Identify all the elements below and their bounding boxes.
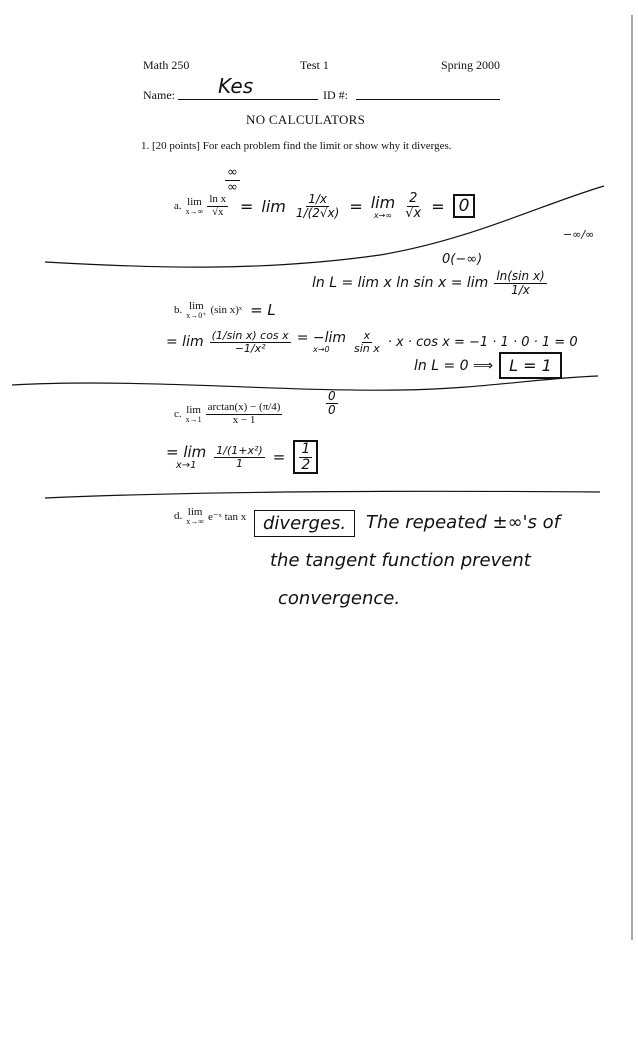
c-problem-expression: c. lim x→1 $\frac{\arctan(x) - (\pi/4)}{x - 1}$ — [174, 401, 281, 426]
separator-line-3 — [45, 491, 600, 498]
c-answer-box: $\frac{1}{2}$ — [293, 440, 318, 474]
problem-intro: 1. [20 points] For each problem find the limit or show why it diverges. — [141, 140, 452, 152]
test-label: Test 1 — [300, 58, 329, 72]
d-explanation-line-3: convergence. — [278, 588, 401, 609]
c-form-label: $\frac{0}{0}$ — [328, 389, 336, 417]
name-value: Kes — [218, 74, 254, 98]
b-conclusion: ln L = 0 ⟹ L = 1 — [414, 352, 562, 379]
d-answer-box: diverges. — [254, 510, 355, 537]
d-explanation-line-2: the tangent function prevent — [270, 550, 531, 571]
b-log-step: ln L = lim x ln sin x = lim $\frac{\text{ln(sin x)}}{1/x}$ — [312, 269, 545, 297]
a-solution: = lim $\frac{1/x}{1/(2√x)}$ = lim x→∞ $\frac{2}{√x}$ = 0 — [240, 192, 475, 220]
no-calculators-notice: NO CALCULATORS — [246, 112, 366, 127]
course-label: Math 250 — [143, 58, 190, 72]
a-answer-box: 0 — [453, 194, 476, 218]
b-form-label: 0(−∞) — [442, 252, 483, 267]
b-answer-box: L = 1 — [499, 352, 562, 379]
name-field-line — [178, 99, 318, 100]
c-solution: = lim x→1 $\frac{\text{1/(1+x²)}}{1}$ = $\frac{1}{2}$ — [166, 440, 318, 474]
id-field-line — [356, 99, 500, 100]
a-problem-expression: a. lim x→∞ $\frac{\text{ln x}}{√x}$ — [174, 193, 227, 218]
d-explanation-line-1: The repeated ±∞'s of — [366, 512, 560, 533]
a-form-label: $\frac{\infty}{\infty}$ — [227, 165, 238, 195]
name-label: Name: — [143, 88, 175, 102]
d-problem-expression: d. lim x→∞ e⁻ˣ tan x — [174, 506, 247, 526]
term-label: Spring 2000 — [441, 58, 501, 72]
b-lhopital-step: = lim $\frac{\text{(1/sin x) cos x}}{\text{−1/x²}}$ = −lim x→0 $\frac{x}{\text{sin x}}$ · x · cos x = −1 · 1 · 0 · 1 = 0 — [166, 329, 578, 355]
b-problem-expression: b. lim x→0⁺ (sin x)ˣ = L — [174, 300, 276, 320]
id-label: ID #: — [323, 88, 348, 102]
b-form-label-2: −∞/∞ — [563, 228, 595, 241]
